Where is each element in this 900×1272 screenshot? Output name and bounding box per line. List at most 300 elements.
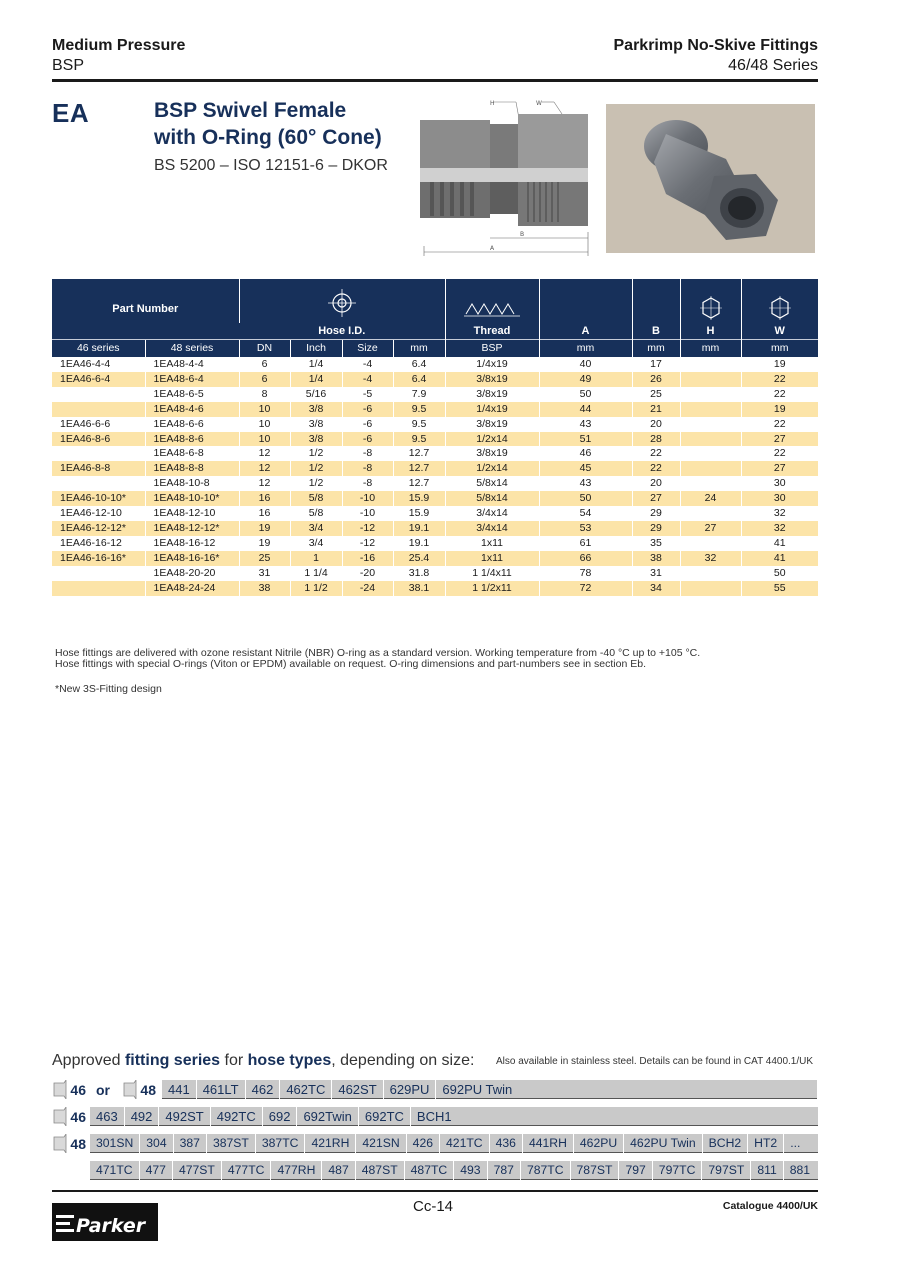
- hose-type: 629PU: [383, 1080, 436, 1099]
- cell-inch: 1 1/2: [290, 581, 342, 596]
- cell-size: -4: [342, 357, 393, 372]
- fitting-icon: [52, 1134, 88, 1153]
- cell-h: [680, 432, 741, 447]
- drawing-label-h: H: [490, 100, 495, 107]
- cell-s46: [52, 476, 145, 491]
- cell-size: -20: [342, 566, 393, 581]
- cell-dn: 10: [239, 402, 290, 417]
- w-header: W: [741, 323, 818, 339]
- or-label: or: [96, 1081, 110, 1098]
- cell-s48: 1EA48-6-4: [145, 372, 239, 387]
- badge-46: [52, 1080, 88, 1099]
- header-right: [614, 36, 819, 76]
- section-subtitle: BSP: [52, 57, 85, 74]
- hose-type: 462PU Twin: [623, 1134, 702, 1153]
- table-row: [52, 581, 818, 596]
- hose-type: 692: [262, 1107, 297, 1126]
- cell-s48: 1EA48-10-8: [145, 476, 239, 491]
- table-row: [52, 566, 818, 581]
- product-title-line1: BSP Swivel Female: [154, 99, 347, 122]
- cell-s46: [52, 446, 145, 461]
- cell-dn: 19: [239, 521, 290, 536]
- hose-type: 487TC: [404, 1161, 454, 1180]
- cell-a: 61: [539, 536, 632, 551]
- cell-s48: 1EA48-16-16*: [145, 551, 239, 566]
- cell-h: [680, 536, 741, 551]
- hose-type: 797TC: [652, 1161, 702, 1180]
- cell-size: -16: [342, 551, 393, 566]
- cell-b: 35: [632, 536, 680, 551]
- cell-s48: 1EA48-8-8: [145, 461, 239, 476]
- cell-b: 22: [632, 446, 680, 461]
- drawing-label-b: B: [520, 231, 525, 238]
- cell-mm: 9.5: [393, 402, 445, 417]
- cell-w: 22: [741, 446, 818, 461]
- cell-bsp: 1x11: [445, 536, 539, 551]
- hose-type: 477TC: [221, 1161, 271, 1180]
- hose-type: 787: [487, 1161, 520, 1180]
- new-design-note: *New 3S-Fitting design: [55, 683, 162, 695]
- cell-w: 27: [741, 461, 818, 476]
- cell-w: 19: [741, 402, 818, 417]
- badge-46-label: 46: [70, 1081, 86, 1098]
- badge-48: [52, 1134, 88, 1153]
- cell-s48: 1EA48-12-10: [145, 506, 239, 521]
- cell-h: [680, 461, 741, 476]
- product-title: [154, 97, 414, 151]
- cell-s48: 1EA48-12-12*: [145, 521, 239, 536]
- hose-id-header: Hose I.D.: [239, 323, 445, 339]
- cell-dn: 10: [239, 417, 290, 432]
- cell-mm: 6.4: [393, 372, 445, 387]
- cell-dn: 12: [239, 476, 290, 491]
- cell-bsp: 1 1/4x11: [445, 566, 539, 581]
- cell-bsp: 3/8x19: [445, 417, 539, 432]
- cell-w: 41: [741, 536, 818, 551]
- unit-cell: Size: [342, 339, 393, 357]
- cell-h: [680, 476, 741, 491]
- hose-type: 471TC: [96, 1162, 133, 1177]
- table-row: [52, 446, 818, 461]
- cell-dn: 10: [239, 432, 290, 447]
- cell-w: 32: [741, 521, 818, 536]
- section-title: Medium Pressure: [52, 37, 186, 54]
- cell-bsp: 3/8x19: [445, 446, 539, 461]
- cell-size: -5: [342, 387, 393, 402]
- cell-inch: 1 1/4: [290, 566, 342, 581]
- hose-type: 426: [406, 1134, 439, 1153]
- cell-dn: 19: [239, 536, 290, 551]
- cell-h: 24: [680, 491, 741, 506]
- hose-type: 461LT: [196, 1080, 245, 1099]
- cell-size: -6: [342, 432, 393, 447]
- badge-48-label: 48: [140, 1081, 156, 1098]
- hose-type: HT2: [747, 1134, 783, 1153]
- hose-type: 462PU: [573, 1134, 623, 1153]
- cell-b: 20: [632, 476, 680, 491]
- cell-bsp: 5/8x14: [445, 476, 539, 491]
- table-row: [52, 536, 818, 551]
- note-line2: Hose fittings with special O-rings (Viton or EPDM) available on request. O-ring dimensions and part-numbers see in section Eb.: [55, 658, 646, 670]
- cell-size: -8: [342, 476, 393, 491]
- unit-cell: mm: [539, 339, 632, 357]
- fitting-icon: [122, 1080, 158, 1099]
- hose-type: 797: [618, 1161, 651, 1180]
- cell-bsp: 1/4x19: [445, 357, 539, 372]
- product-standard: BS 5200 – ISO 12151-6 – DKOR: [154, 157, 388, 174]
- hose-type: 421SN: [355, 1134, 405, 1153]
- cell-s46: 1EA46-16-16*: [52, 551, 145, 566]
- b-header: B: [632, 323, 680, 339]
- cell-s46: [52, 402, 145, 417]
- hose-type: 797ST: [701, 1161, 750, 1180]
- cell-h: [680, 506, 741, 521]
- cell-mm: 12.7: [393, 476, 445, 491]
- product-photo: [606, 104, 815, 253]
- approved-text-fitting-series: fitting series: [124, 1052, 221, 1069]
- cell-b: 17: [632, 357, 680, 372]
- cell-size: -8: [342, 446, 393, 461]
- hose-type: BCH2: [702, 1134, 748, 1153]
- cell-mm: 15.9: [393, 506, 445, 521]
- cell-a: 53: [539, 521, 632, 536]
- cell-inch: 1/2: [290, 446, 342, 461]
- cell-size: -8: [342, 461, 393, 476]
- cell-bsp: 3/4x14: [445, 521, 539, 536]
- cell-dn: 38: [239, 581, 290, 596]
- hose-types-bar-both: [162, 1080, 817, 1099]
- unit-cell: mm: [393, 339, 445, 357]
- cell-bsp: 5/8x14: [445, 491, 539, 506]
- approved-text-5: , depending on size:: [331, 1052, 475, 1069]
- table-row: [52, 372, 818, 387]
- cell-s46: 1EA46-4-4: [60, 358, 111, 370]
- table-row: [52, 417, 818, 432]
- cell-inch: 5/16: [290, 387, 342, 402]
- hex-h-icon: [700, 296, 722, 320]
- h-header: H: [680, 323, 741, 339]
- cell-h: [680, 566, 741, 581]
- cell-inch: 3/8: [290, 432, 342, 447]
- note-line1: Hose fittings are delivered with ozone resistant Nitrile (NBR) O-ring as a standard version. Working temperature from -40 °C up to +105 °C.: [55, 647, 701, 659]
- hose-type: 387TC: [255, 1134, 305, 1153]
- hose-type: BCH1: [410, 1107, 458, 1126]
- cell-mm: 38.1: [393, 581, 445, 596]
- cell-s48: 1EA48-6-8: [145, 446, 239, 461]
- hose-type: 692Twin: [296, 1107, 357, 1126]
- hose-type: 477ST: [172, 1161, 221, 1180]
- cell-inch: 1/4: [290, 372, 342, 387]
- cell-h: 32: [680, 551, 741, 566]
- page-number: Cc-14: [413, 1198, 454, 1215]
- cell-a: 78: [539, 566, 632, 581]
- hose-id-icon: [327, 286, 357, 320]
- cell-s48: 1EA48-6-5: [145, 387, 239, 402]
- cell-s46: 1EA46-16-12: [60, 536, 122, 549]
- cell-b: 26: [632, 372, 680, 387]
- cell-s48: 1EA48-6-6: [145, 417, 239, 432]
- hose-type: 492TC: [210, 1107, 262, 1126]
- cell-bsp: 3/8x19: [445, 372, 539, 387]
- cell-a: 45: [539, 461, 632, 476]
- hose-type: 881: [783, 1161, 816, 1180]
- fitting-icon: [52, 1080, 88, 1099]
- cell-s48: 1EA48-4-6: [145, 402, 239, 417]
- cell-w: 32: [741, 506, 818, 521]
- cell-a: 49: [539, 372, 632, 387]
- cell-s46: 1EA46-12-12*: [52, 521, 145, 536]
- cell-dn: 6: [239, 357, 290, 372]
- cell-size: -12: [342, 536, 393, 551]
- cell-b: 34: [632, 581, 680, 596]
- part-number-header: Part Number: [52, 279, 239, 339]
- hose-type: 387: [173, 1134, 206, 1153]
- cell-h: 27: [680, 521, 741, 536]
- cell-s46: [52, 581, 145, 596]
- hose-type: ...: [783, 1134, 806, 1153]
- cell-bsp: 3/8x19: [445, 387, 539, 402]
- series-row-46: [52, 1107, 818, 1126]
- hose-type: 787ST: [570, 1161, 619, 1180]
- cell-size: -12: [342, 521, 393, 536]
- cell-h: [680, 357, 741, 372]
- hose-type: 492: [124, 1107, 159, 1126]
- cell-s48: 1EA48-16-12: [145, 536, 239, 551]
- dimensions-table: [52, 279, 818, 596]
- unit-cell: BSP: [445, 339, 539, 357]
- cell-dn: 6: [239, 372, 290, 387]
- cell-mm: 15.9: [393, 491, 445, 506]
- cell-a: 44: [539, 402, 632, 417]
- unit-cell: mm: [680, 339, 741, 357]
- cell-a: 66: [539, 551, 632, 566]
- approved-text-1: Approved: [52, 1052, 125, 1069]
- cell-b: 20: [632, 417, 680, 432]
- cell-a: 54: [539, 506, 632, 521]
- hose-type: 477RH: [270, 1161, 321, 1180]
- cell-h: [680, 446, 741, 461]
- cell-bsp: 1/2x14: [445, 461, 539, 476]
- unit-cell: 46 series: [52, 339, 145, 357]
- cell-b: 27: [632, 491, 680, 506]
- cell-s46: 1EA46-8-6: [52, 432, 145, 447]
- cell-size: -6: [342, 417, 393, 432]
- hose-type: 387ST: [206, 1134, 255, 1153]
- drawing-label-w: W: [536, 100, 542, 107]
- cell-size: -6: [342, 402, 393, 417]
- cell-b: 38: [632, 551, 680, 566]
- cell-h: [680, 402, 741, 417]
- cell-size: -24: [342, 581, 393, 596]
- cell-size: -10: [342, 491, 393, 506]
- cell-b: 25: [632, 387, 680, 402]
- technical-drawing: [416, 96, 596, 258]
- header-units-row: [52, 339, 818, 357]
- cell-a: 40: [539, 357, 632, 372]
- hose-type: 301SN: [96, 1135, 134, 1150]
- cell-inch: 3/8: [290, 417, 342, 432]
- cell-s48: 1EA48-24-24: [145, 581, 239, 596]
- hose-type: 436: [489, 1134, 522, 1153]
- hose-type: 463: [96, 1108, 118, 1124]
- cell-b: 31: [632, 566, 680, 581]
- hose-type: 477: [139, 1161, 172, 1180]
- cell-h: [680, 387, 741, 402]
- cell-w: 41: [741, 551, 818, 566]
- cell-w: 22: [741, 417, 818, 432]
- thread-icon-cell: [445, 279, 539, 323]
- catalogue-label: Catalogue 4400/UK: [722, 1200, 818, 1212]
- thread-header: Thread: [445, 323, 539, 339]
- hose-type: 487: [321, 1161, 354, 1180]
- svg-text:Parker: Parker: [76, 1215, 146, 1237]
- unit-cell: 48 series: [145, 339, 239, 357]
- cell-mm: 12.7: [393, 461, 445, 476]
- cell-inch: 5/8: [290, 506, 342, 521]
- series-row-48: [52, 1134, 818, 1153]
- table-row: [52, 551, 818, 566]
- cell-inch: 1: [290, 551, 342, 566]
- unit-cell: Inch: [290, 339, 342, 357]
- cell-s46: 1EA46-6-4: [52, 372, 145, 387]
- stainless-note: Also available in stainless steel. Details can be found in CAT 4400.1/UK: [496, 1056, 814, 1067]
- cell-w: 30: [741, 476, 818, 491]
- hose-type: 462ST: [331, 1080, 382, 1099]
- fitting-icon: [52, 1107, 88, 1126]
- cell-a: 43: [539, 417, 632, 432]
- product-code: EA: [52, 98, 90, 128]
- cell-mm: 7.9: [393, 387, 445, 402]
- hose-type: 692TC: [358, 1107, 410, 1126]
- table-row: [52, 491, 818, 506]
- hose-types-bar-48b: [90, 1161, 818, 1180]
- a-header: A: [539, 323, 632, 339]
- product-family: Parkrimp No-Skive Fittings: [613, 37, 818, 54]
- cell-w: 27: [741, 432, 818, 447]
- badge-48-label: 48: [70, 1135, 86, 1152]
- hose-type: 462TC: [279, 1080, 331, 1099]
- unit-cell: mm: [632, 339, 680, 357]
- cell-b: 28: [632, 432, 680, 447]
- series-row-48-cont: [90, 1161, 818, 1180]
- table-row: [52, 506, 818, 521]
- cell-inch: 3/8: [290, 402, 342, 417]
- header-rule: [52, 79, 818, 82]
- cell-w: 50: [741, 566, 818, 581]
- cell-bsp: 1 1/2x11: [445, 581, 539, 596]
- cell-a: 46: [539, 446, 632, 461]
- hose-icon-cell: [239, 279, 445, 323]
- table-row: [52, 387, 818, 402]
- hose-type: 421TC: [439, 1134, 489, 1153]
- cell-size: -4: [342, 372, 393, 387]
- table-row: [52, 461, 818, 476]
- table-row: [52, 357, 818, 372]
- cell-mm: 9.5: [393, 417, 445, 432]
- cell-bsp: 1x11: [445, 551, 539, 566]
- cell-mm: 19.1: [393, 536, 445, 551]
- cell-bsp: 1/4x19: [445, 402, 539, 417]
- cell-h: [680, 417, 741, 432]
- hose-type: 304: [139, 1134, 172, 1153]
- w-icon-cell: [741, 279, 818, 323]
- cell-inch: 3/4: [290, 521, 342, 536]
- cell-dn: 12: [239, 461, 290, 476]
- cell-s46: 1EA46-8-8: [52, 461, 145, 476]
- cell-w: 55: [741, 581, 818, 596]
- header-left: [52, 36, 185, 76]
- a-icon-cell: [539, 279, 632, 323]
- cell-s48: 1EA48-10-10*: [145, 491, 239, 506]
- hose-types-bar-46: [90, 1107, 818, 1126]
- table-body: [52, 357, 818, 596]
- cell-w: 22: [741, 387, 818, 402]
- series-name: 46/48 Series: [728, 57, 818, 74]
- cell-b: 22: [632, 461, 680, 476]
- unit-cell: DN: [239, 339, 290, 357]
- hose-type: 462: [245, 1080, 280, 1099]
- approved-text-hose-types: hose types: [247, 1052, 332, 1069]
- product-title-line2: with O-Ring (60° Cone): [154, 126, 382, 149]
- cell-a: 50: [539, 387, 632, 402]
- hose-type: 421RH: [304, 1134, 355, 1153]
- cell-dn: 31: [239, 566, 290, 581]
- cell-inch: 1/2: [290, 476, 342, 491]
- table-row: [52, 476, 818, 491]
- cell-inch: 3/4: [290, 536, 342, 551]
- hose-type: 493: [453, 1161, 486, 1180]
- cell-b: 29: [632, 506, 680, 521]
- cell-bsp: 1/2x14: [445, 432, 539, 447]
- cell-w: 30: [741, 491, 818, 506]
- cell-dn: 16: [239, 491, 290, 506]
- cell-s46: 1EA46-10-10*: [52, 491, 145, 506]
- cell-inch: 5/8: [290, 491, 342, 506]
- badge-48: [122, 1080, 158, 1099]
- cell-mm: 25.4: [393, 551, 445, 566]
- cell-a: 50: [539, 491, 632, 506]
- cell-s48: 1EA48-8-6: [145, 432, 239, 447]
- hex-w-icon: [769, 296, 791, 320]
- footer-rule: [52, 1190, 818, 1192]
- cell-mm: 6.4: [393, 357, 445, 372]
- cell-a: 72: [539, 581, 632, 596]
- badge-46: [52, 1107, 88, 1126]
- cell-s48: 1EA48-4-4: [145, 357, 239, 372]
- approved-heading: [52, 1052, 474, 1070]
- cell-s46: [52, 387, 145, 402]
- cell-a: 51: [539, 432, 632, 447]
- cell-dn: 8: [239, 387, 290, 402]
- cell-w: 22: [741, 372, 818, 387]
- hose-type: 441: [168, 1081, 190, 1097]
- badge-46-label: 46: [70, 1108, 86, 1125]
- cell-b: 21: [632, 402, 680, 417]
- cell-h: [680, 581, 741, 596]
- unit-cell: mm: [741, 339, 818, 357]
- approved-text-3: for: [220, 1052, 248, 1069]
- hose-type: 441RH: [522, 1134, 573, 1153]
- cell-size: -10: [342, 506, 393, 521]
- cell-w: 19: [741, 357, 818, 372]
- hose-type: 492ST: [158, 1107, 209, 1126]
- cell-dn: 12: [239, 446, 290, 461]
- cell-mm: 12.7: [393, 446, 445, 461]
- hose-type: 811: [750, 1161, 782, 1180]
- hose-type: 787TC: [520, 1161, 570, 1180]
- cell-s46: 1EA46-12-10: [60, 507, 122, 520]
- drawing-label-a: A: [490, 245, 495, 252]
